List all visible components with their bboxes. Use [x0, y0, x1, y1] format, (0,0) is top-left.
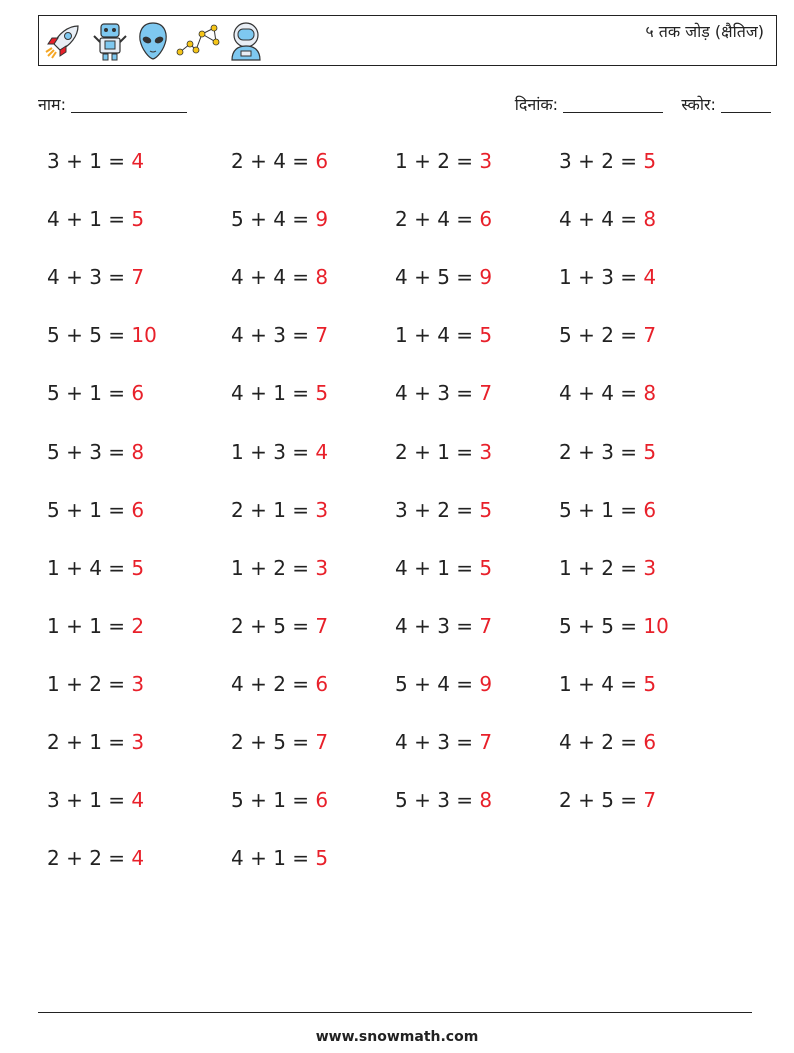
score-blank[interactable] [721, 112, 771, 113]
problem-item [47, 846, 144, 870]
problem-question: 2 + 1 = [47, 730, 132, 754]
problem-item [231, 207, 328, 231]
date-score-fields [515, 93, 771, 115]
problem-item [47, 323, 157, 347]
problem-item [559, 381, 656, 405]
problem-question: 1 + 2 = [395, 149, 480, 173]
problem-item [395, 381, 492, 405]
robot-icon [90, 20, 130, 62]
constellation-icon [176, 20, 220, 62]
name-field[interactable] [38, 93, 187, 115]
problem-answer: 3 [479, 439, 493, 464]
problem-question: 4 + 4 = [231, 265, 316, 290]
date-blank[interactable] [563, 112, 663, 113]
problem-item [231, 498, 328, 522]
problem-question: 5 + 3 = [47, 439, 132, 464]
problem-item [47, 265, 144, 289]
problem-answer: 4 [315, 439, 329, 464]
problem-item [231, 730, 328, 754]
problem-question: 1 + 1 = [47, 613, 132, 638]
problem-answer: 7 [479, 381, 493, 406]
problem-item [47, 614, 144, 638]
problem-item [395, 323, 492, 347]
problem-answer: 4 [131, 846, 145, 871]
problem-question: 1 + 2 = [559, 555, 644, 580]
problem-question: 4 + 3 = [395, 613, 480, 638]
problem-question: 4 + 4 = [559, 207, 644, 232]
problem-answer: 5 [643, 439, 657, 464]
problem-answer: 3 [131, 671, 145, 696]
problem-question: 5 + 4 = [231, 207, 316, 232]
score-label: स्कोर: [681, 95, 716, 114]
alien-icon [136, 20, 170, 62]
worksheet-header [38, 15, 777, 66]
problem-answer: 6 [315, 671, 329, 696]
problem-answer: 9 [479, 671, 493, 696]
problem-answer: 5 [479, 555, 493, 580]
problem-question: 2 + 5 = [559, 788, 644, 813]
problem-item [395, 788, 492, 812]
problem-answer: 5 [315, 381, 329, 406]
problem-item [395, 440, 492, 464]
problem-question: 5 + 1 = [47, 497, 132, 522]
problem-answer: 6 [131, 497, 145, 522]
problem-answer: 7 [643, 323, 657, 348]
footer-site: www.snowmath.com [315, 1029, 479, 1045]
problem-answer: 6 [479, 207, 493, 232]
problem-question: 5 + 1 = [231, 788, 316, 813]
footer-divider [38, 1012, 752, 1013]
rocket-icon [42, 20, 84, 62]
problem-item [47, 788, 144, 812]
problem-item [559, 265, 656, 289]
problem-item [231, 265, 328, 289]
problem-answer: 6 [643, 497, 657, 522]
problem-question: 4 + 1 = [47, 207, 132, 232]
problem-item [559, 498, 656, 522]
problem-question: 2 + 1 = [231, 497, 316, 522]
header-icons [42, 19, 266, 63]
problem-question: 5 + 1 = [559, 497, 644, 522]
problem-item [47, 556, 144, 580]
problem-question: 1 + 3 = [559, 265, 644, 290]
problem-question: 2 + 4 = [395, 207, 480, 232]
problem-item [559, 556, 656, 580]
problem-question: 2 + 2 = [47, 846, 132, 871]
problem-answer: 8 [315, 265, 329, 290]
problem-item [395, 556, 492, 580]
problem-question: 5 + 5 = [559, 613, 644, 638]
problem-item [559, 440, 656, 464]
problem-item [559, 323, 656, 347]
problem-answer: 8 [643, 381, 657, 406]
problem-item [559, 788, 656, 812]
problem-item [231, 440, 328, 464]
problem-question: 1 + 2 = [47, 671, 132, 696]
problem-question: 3 + 1 = [47, 788, 132, 813]
problem-question: 1 + 3 = [231, 439, 316, 464]
problem-question: 5 + 4 = [395, 671, 480, 696]
problem-answer: 8 [131, 439, 145, 464]
problem-question: 4 + 2 = [231, 671, 316, 696]
problem-answer: 3 [315, 497, 329, 522]
problem-item [395, 614, 492, 638]
problem-item [559, 149, 656, 173]
problem-item [395, 730, 492, 754]
problem-item [559, 614, 669, 638]
name-label: नाम: [38, 95, 66, 114]
problem-question: 2 + 3 = [559, 439, 644, 464]
problem-item [231, 323, 328, 347]
problem-question: 4 + 4 = [559, 381, 644, 406]
problem-answer: 6 [315, 149, 329, 173]
problem-item [231, 149, 328, 173]
problem-answer: 6 [315, 788, 329, 813]
problem-item [231, 846, 328, 870]
problem-question: 4 + 3 = [47, 265, 132, 290]
problem-item [47, 149, 144, 173]
problem-item [395, 265, 492, 289]
problem-question: 3 + 1 = [47, 149, 132, 173]
problem-question: 2 + 1 = [395, 439, 480, 464]
name-blank[interactable] [71, 112, 187, 113]
problem-question: 4 + 3 = [231, 323, 316, 348]
problem-item [395, 207, 492, 231]
problem-question: 4 + 1 = [231, 846, 316, 871]
problem-question: 4 + 3 = [395, 730, 480, 754]
problem-item [559, 672, 656, 696]
problem-question: 5 + 5 = [47, 323, 132, 348]
problem-answer: 5 [643, 671, 657, 696]
problem-answer: 7 [479, 613, 493, 638]
problem-question: 4 + 5 = [395, 265, 480, 290]
problem-question: 5 + 1 = [47, 381, 132, 406]
problem-answer: 6 [131, 381, 145, 406]
problem-answer: 4 [131, 149, 145, 173]
problem-answer: 7 [315, 613, 329, 638]
problem-question: 4 + 1 = [231, 381, 316, 406]
astronaut-icon [226, 20, 266, 62]
problem-item [47, 672, 144, 696]
problem-answer: 5 [479, 323, 493, 348]
problem-item [231, 381, 328, 405]
problem-item [231, 672, 328, 696]
problem-item [395, 672, 492, 696]
problem-question: 1 + 4 = [47, 555, 132, 580]
problem-item [559, 207, 656, 231]
problem-question: 1 + 2 = [231, 555, 316, 580]
student-info-row [38, 93, 771, 117]
problem-answer: 3 [131, 730, 145, 754]
problem-answer: 9 [315, 207, 329, 232]
problem-question: 4 + 3 = [395, 381, 480, 406]
problem-question: 4 + 2 = [559, 730, 644, 754]
problem-item [47, 440, 144, 464]
problem-item [47, 498, 144, 522]
problem-answer: 8 [479, 788, 493, 813]
problem-item [47, 381, 144, 405]
problem-item [559, 730, 656, 754]
problem-question: 2 + 4 = [231, 149, 316, 173]
problem-question: 1 + 4 = [559, 671, 644, 696]
problem-item [231, 614, 328, 638]
problem-question: 2 + 5 = [231, 613, 316, 638]
problem-answer: 7 [479, 730, 493, 754]
problem-answer: 4 [131, 788, 145, 813]
problem-answer: 7 [315, 730, 329, 754]
problem-answer: 7 [131, 265, 145, 290]
problem-answer: 5 [643, 149, 657, 173]
problem-answer: 10 [643, 613, 669, 638]
problem-question: 3 + 2 = [395, 497, 480, 522]
problem-item [231, 556, 328, 580]
problem-item [395, 149, 492, 173]
worksheet-title: ५ तक जोड़ (क्षैतिज) [645, 22, 764, 41]
problem-question: 2 + 5 = [231, 730, 316, 754]
problem-answer: 9 [479, 265, 493, 290]
problem-answer: 8 [643, 207, 657, 232]
problem-question: 3 + 2 = [559, 149, 644, 173]
problem-answer: 5 [479, 497, 493, 522]
problem-answer: 7 [643, 788, 657, 813]
date-label: दिनांक: [514, 95, 559, 114]
problem-item [47, 207, 144, 231]
problem-answer: 5 [131, 207, 145, 232]
problem-question: 1 + 4 = [395, 323, 480, 348]
problem-item [47, 730, 144, 754]
problem-answer: 6 [643, 730, 657, 754]
problem-answer: 5 [131, 555, 145, 580]
problem-answer: 7 [315, 323, 329, 348]
problem-answer: 2 [131, 613, 145, 638]
problem-answer: 5 [315, 846, 329, 871]
problem-answer: 10 [131, 323, 157, 348]
problem-question: 4 + 1 = [395, 555, 480, 580]
problem-answer: 3 [479, 149, 493, 173]
problem-item [231, 788, 328, 812]
problem-answer: 3 [315, 555, 329, 580]
problem-answer: 4 [643, 265, 657, 290]
problem-question: 5 + 2 = [559, 323, 644, 348]
problem-answer: 3 [643, 555, 657, 580]
problem-item [395, 498, 492, 522]
problem-question: 5 + 3 = [395, 788, 480, 813]
